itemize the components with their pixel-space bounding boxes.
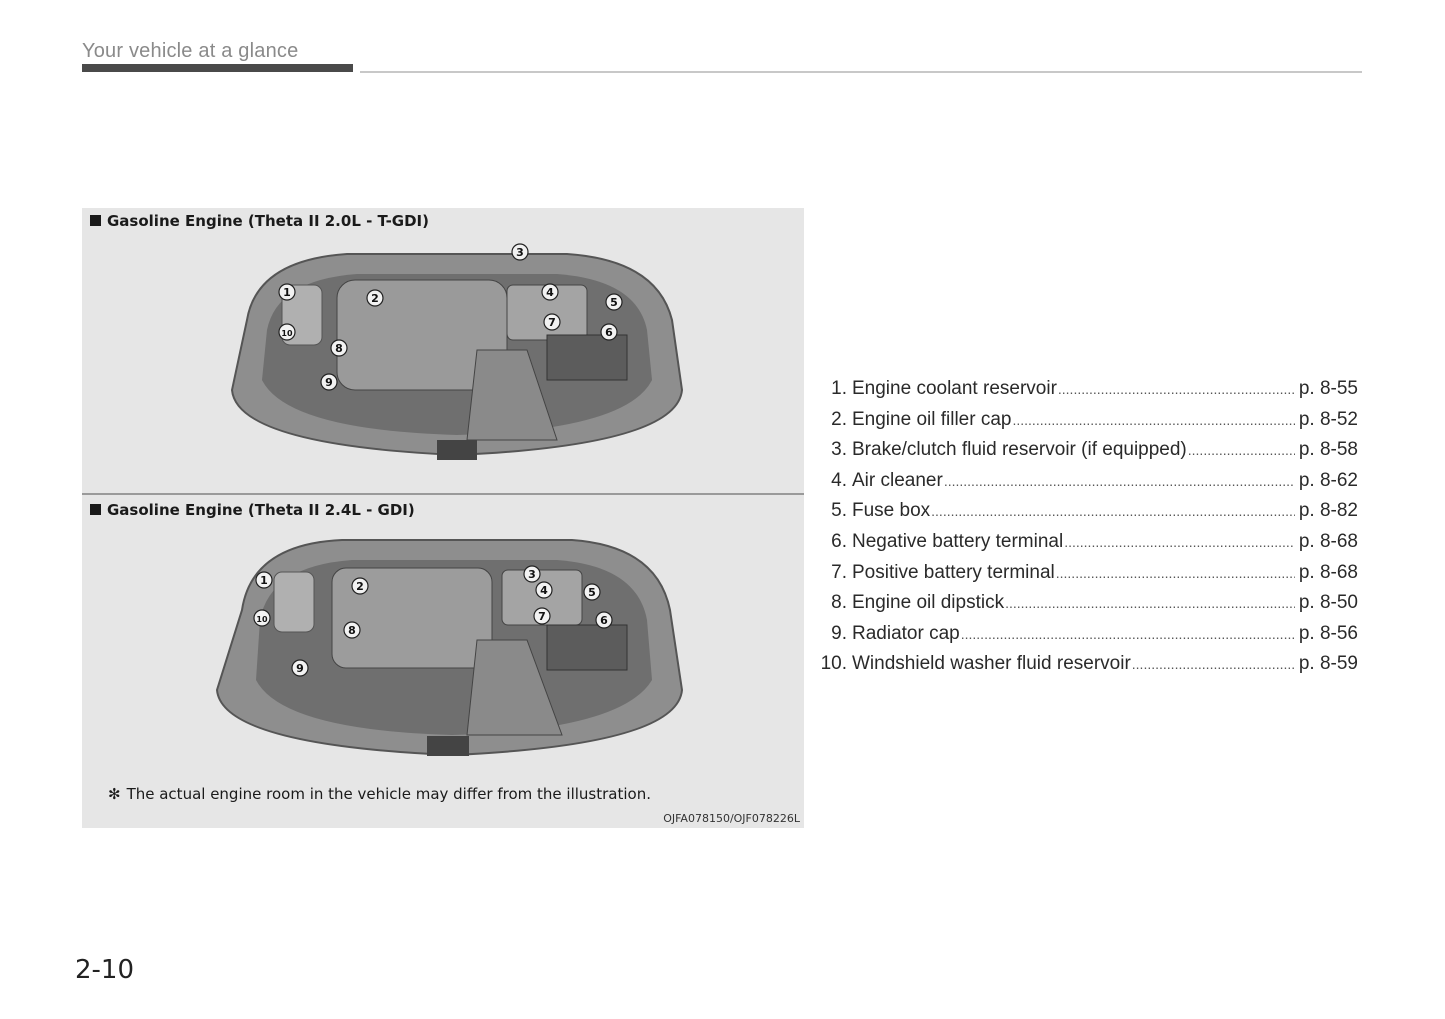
callout-9 — [292, 660, 308, 676]
leader-dots — [1005, 595, 1295, 611]
legend-page-ref: p. 8-50 — [1298, 592, 1358, 614]
legend-item — [814, 378, 1358, 409]
callout-10 — [254, 610, 270, 626]
svg-text:10: 10 — [256, 615, 268, 624]
svg-text:6: 6 — [600, 614, 608, 627]
leader-dots — [1132, 656, 1295, 672]
legend-label: Positive battery terminal — [852, 561, 1055, 583]
legend-page-ref: p. 8-59 — [1298, 653, 1358, 675]
legend-item — [814, 531, 1358, 562]
svg-text:2: 2 — [371, 292, 379, 305]
legend-page-ref: p. 8-62 — [1298, 469, 1358, 491]
svg-text:5: 5 — [588, 586, 596, 599]
legend-label: Windshield washer fluid reservoir — [852, 653, 1131, 675]
legend-item — [814, 500, 1358, 531]
callout-9 — [321, 374, 337, 390]
legend-label: Brake/clutch fluid reservoir (if equipped) — [852, 439, 1187, 461]
legend-number: 10. — [820, 653, 847, 675]
svg-text:10: 10 — [281, 329, 293, 338]
svg-text:7: 7 — [538, 610, 546, 623]
legend-label: Engine coolant reservoir — [852, 378, 1057, 399]
page-number: 2-10 — [75, 955, 135, 985]
svg-text:9: 9 — [296, 662, 304, 675]
svg-text:1: 1 — [260, 574, 268, 587]
legend-item — [814, 592, 1358, 623]
legend-item — [814, 470, 1358, 501]
asterisk-icon: ✻ — [108, 785, 121, 803]
legend-number: 1. — [831, 378, 847, 399]
svg-text:2: 2 — [356, 580, 364, 593]
leader-dots — [931, 503, 1295, 519]
svg-text:9: 9 — [325, 376, 333, 389]
legend-item — [814, 562, 1358, 593]
callout-10 — [279, 324, 295, 340]
figure-code: OJFA078150/OJF078226L — [663, 812, 800, 825]
header-bar — [82, 64, 353, 72]
legend-label: Engine oil filler cap — [852, 408, 1012, 430]
legend-page-ref: p. 8-56 — [1298, 622, 1358, 644]
legend-label: Negative battery terminal — [852, 530, 1064, 552]
legend-label: Air cleaner — [852, 469, 943, 491]
callout-1 — [279, 284, 295, 300]
callout-5 — [606, 294, 622, 310]
svg-text:3: 3 — [528, 568, 536, 581]
svg-text:7: 7 — [548, 316, 556, 329]
callout-5 — [584, 584, 600, 600]
section-title: Your vehicle at a glance — [82, 40, 299, 62]
callout-2 — [367, 290, 383, 306]
callout-8 — [344, 622, 360, 638]
engine-illustration-2-4 — [212, 530, 687, 770]
legend-page-ref: p. 8-52 — [1298, 408, 1358, 430]
callout-3 — [512, 244, 528, 260]
leader-dots — [1058, 381, 1295, 397]
page-header — [82, 38, 1364, 78]
leader-dots — [944, 473, 1295, 489]
legend-number: 6. — [831, 530, 847, 552]
legend-label: Radiator cap — [852, 622, 960, 644]
legend-page-ref: p. 8-68 — [1298, 561, 1358, 583]
square-bullet-icon — [90, 215, 101, 226]
legend-page-ref: p. 8-82 — [1298, 500, 1358, 522]
caption-theta-2-4: Gasoline Engine (Theta II 2.4L - GDI) — [90, 501, 415, 519]
legend-number: 2. — [831, 408, 847, 430]
legend-number: 7. — [831, 561, 847, 583]
caption-theta-2-0: Gasoline Engine (Theta II 2.0L - T-GDI) — [90, 212, 429, 230]
callout-8 — [331, 340, 347, 356]
svg-text:8: 8 — [335, 342, 343, 355]
legend-item — [814, 439, 1358, 470]
svg-text:1: 1 — [283, 286, 291, 299]
callout-6 — [596, 612, 612, 628]
svg-text:4: 4 — [540, 584, 548, 597]
legend-number: 5. — [831, 500, 847, 522]
svg-text:5: 5 — [610, 296, 618, 309]
svg-text:6: 6 — [605, 326, 613, 339]
square-bullet-icon — [90, 504, 101, 515]
engine-figure — [82, 208, 804, 828]
figure-divider — [82, 493, 804, 495]
illustration-note: ✻ The actual engine room in the vehicle may differ from the illustration. — [108, 785, 651, 803]
legend-number: 3. — [831, 439, 847, 461]
callout-4 — [536, 582, 552, 598]
svg-text:4: 4 — [546, 286, 554, 299]
legend-item — [814, 653, 1358, 684]
legend-page-ref: p. 8-68 — [1298, 530, 1358, 552]
legend-item — [814, 623, 1358, 654]
leader-dots — [1064, 534, 1295, 550]
legend-label: Engine oil dipstick — [852, 592, 1005, 614]
legend-label: Fuse box — [852, 500, 931, 522]
callout-7 — [534, 608, 550, 624]
leader-dots — [1012, 412, 1294, 428]
callout-6 — [601, 324, 617, 340]
legend-number: 4. — [831, 469, 847, 491]
callout-4 — [542, 284, 558, 300]
engine-illustration-2-0 — [227, 240, 687, 470]
leader-dots — [1188, 442, 1295, 458]
legend-page-ref: p. 8-58 — [1298, 439, 1358, 461]
callout-1 — [256, 572, 272, 588]
svg-text:3: 3 — [516, 246, 524, 259]
header-rule — [360, 71, 1362, 73]
leader-dots — [1056, 565, 1295, 581]
legend-number: 9. — [831, 622, 847, 644]
legend-number: 8. — [831, 592, 847, 614]
callout-3 — [524, 566, 540, 582]
callout-2 — [352, 578, 368, 594]
legend-item — [814, 409, 1358, 440]
leader-dots — [961, 626, 1295, 642]
component-legend — [814, 378, 1358, 684]
legend-page-ref: p. 8-55 — [1298, 378, 1358, 399]
callout-7 — [544, 314, 560, 330]
svg-text:8: 8 — [348, 624, 356, 637]
